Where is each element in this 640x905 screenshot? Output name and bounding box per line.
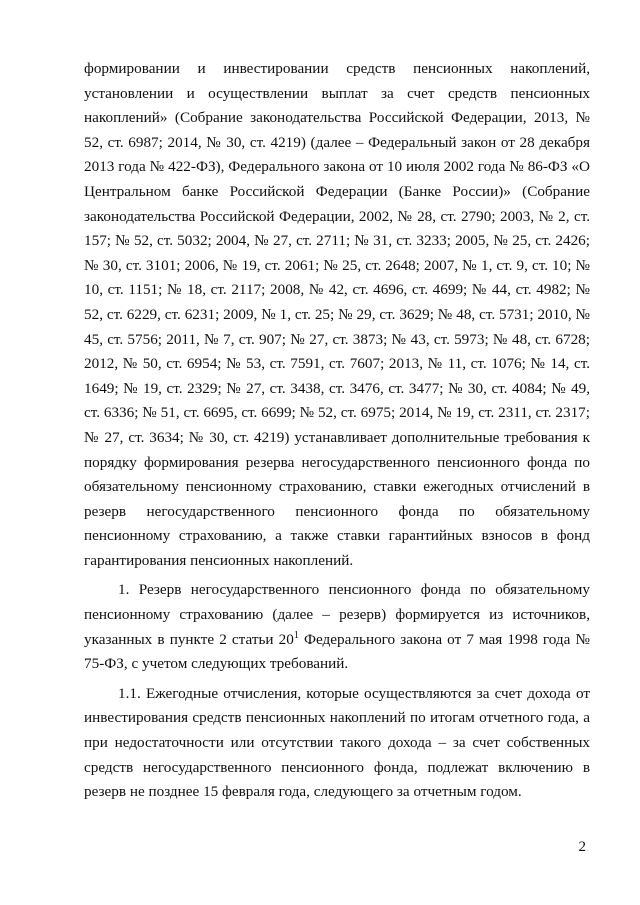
paragraph-legal-references: формировании и инвестировании средств пенсионных накоплений, установлении и осуществлении выплат за счет средств пенсионных накоплений» (Собрание законодательства Российской Федерации, 2013, № 52, ст. 6987; 2014, № 30, ст. 4219) (далее – Федеральный закон от 28 декабря 2013 года № 422-ФЗ), Федерального закона от 10 июля 2002 года № 86-ФЗ «О Центральном банке Российской Федерации (Банке России)» (Собрание законодательства Российской Федерации, 2002, № 28, ст. 2790; 2003, № 2, ст. 157; № 52, ст. 5032; 2004, № 27, ст. 2711; № 31, ст. 3233; 2005, № 25, ст. 2426; № 30, ст. 3101; 2006, № 19, ст. 2061; № 25, ст. 2648; 2007, № 1, ст. 9, ст. 10; № 10, ст. 1151; № 18, ст. 2117; 2008, № 42, ст. 4696, ст. 4699; № 44, ст. 4982; № 52, ст. 6229, ст. 6231; 2009, № 1, ст. 25; № 29, ст. 3629; № 48, ст. 5731; 2010, № 45, ст. 5756; 2011, № 7, ст. 907; № 27, ст. 3873; № 43, ст. 5973; № 48, ст. 6728; 2012, № 50, ст. 6954; № 53, ст. 7591, ст. 7607; 2013, № 11, ст. 1076; № 14, ст. 1649; № 19, ст. 2329; № 27, ст. 3438, ст. 3476, ст. 3477; № 30, ст. 4084; № 49, ст. 6336; № 51, ст. 6695, ст. 6699; № 52, ст. 6975; 2014, № 19, ст. 2311, ст. 2317; № 27, ст. 3634; № 30, ст. 4219) устанавливает дополнительные требования к порядку формирования резерва негосударственного пенсионного фонда по обязательному пенсионному страхованию, ставки ежегодных отчислений в резерв негосударственного пенсионного фонда по обязательному пенсионному страхованию, а также ставки гарантийных взносов в фонд гарантирования пенсионных накоплений.	[84, 60, 590, 569]
paragraph-item-1-text-end: Федерального закона от 7 мая 1998 года № 75-ФЗ, с учетом следующих требований.	[84, 630, 590, 673]
paragraph-item-1-text-start: 1. Резерв негосударственного пенсионного фонда по обязательному пенсионному страхованию (далее – резерв) формируется из источников, указанных в пункте 2 статьи 20	[84, 581, 590, 648]
paragraph-item-1-1: 1.1. Ежегодные отчисления, которые осуществляются за счет дохода от инвестирования средств пенсионных накоплений по итогам отчетного года, а при недостаточности или отсутствии такого дохода – за счет собственных средств негосударственного пенсионного фонда, подлежат включению в резерв не позднее 15 февраля года, следующего за отчетным годом.	[84, 684, 590, 801]
document-body	[84, 57, 590, 805]
paragraph-item-1	[84, 578, 590, 676]
page-number: 2	[578, 839, 586, 855]
article-superscript: 1	[293, 629, 299, 641]
